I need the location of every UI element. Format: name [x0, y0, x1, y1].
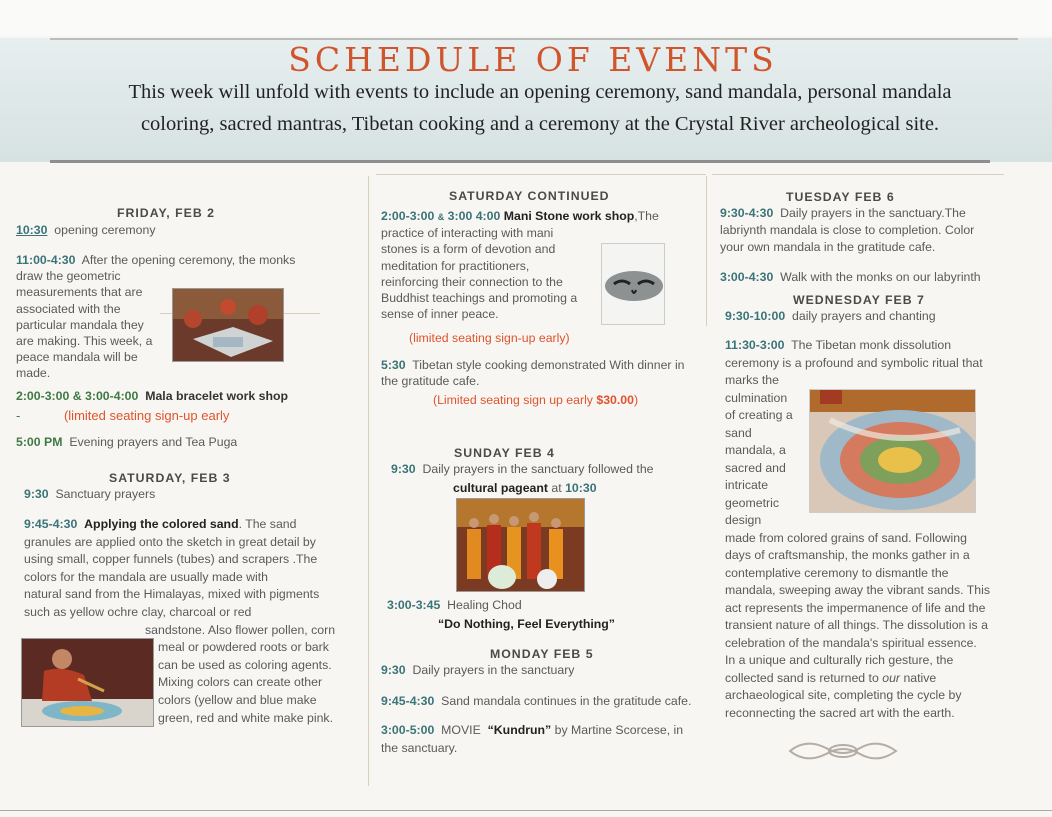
event-line: contemplative ceremony to dismantle the	[725, 565, 949, 580]
event-line: ceremony is a profound and symbolic ritual that	[725, 355, 983, 370]
event-evening	[16, 434, 237, 450]
flourish-ornament	[786, 736, 900, 766]
event-time: 5:30	[381, 358, 406, 372]
event-line: meditation for practitioners,	[381, 258, 530, 273]
event-line: green, red and white make pink.	[158, 710, 333, 725]
event-line: peace mandala will be	[16, 350, 138, 365]
mani-stone-photo	[601, 243, 665, 325]
event-bold: Mani Stone work shop	[503, 209, 635, 223]
event-chanting	[725, 308, 936, 324]
event-line: intricate	[725, 478, 769, 492]
event-line: sand	[725, 425, 752, 440]
event-at: at	[551, 481, 562, 496]
intro-line-2: coloring, sacred mantras, Tibetan cooking and a ceremony at the Crystal River archeological site.	[140, 113, 940, 135]
event-line: culmination	[725, 390, 788, 405]
column-rule-3	[712, 174, 1004, 175]
cultural-pageant-photo	[456, 498, 585, 592]
event-line: ,The	[634, 209, 659, 223]
event-line: stones is a form of devotion and	[381, 242, 556, 257]
event-line: reconnecting the sacred art with the earth.	[725, 705, 955, 720]
event-monday-prayers	[381, 662, 574, 678]
event-line: mandala, a	[725, 443, 786, 457]
note-text: (Limited seating sign up early	[433, 393, 593, 407]
event-line: such as yellow ochre clay, charcoal or red	[24, 604, 252, 619]
event-line: can be used as coloring agents.	[158, 657, 332, 672]
event-line: act represents the impermanence of life and the	[725, 600, 986, 615]
event-text: Sanctuary prayers	[55, 487, 156, 501]
cooking-note	[433, 392, 638, 408]
event-line: associated with the	[16, 301, 121, 316]
event-cooking	[381, 357, 711, 389]
event-text: Walk with the monks on our labyrinth	[780, 270, 981, 284]
event-line: days of craftsmanship, the monks gather in a	[725, 548, 970, 562]
event-time: 2:00-3:00 & 3:00-4:00	[16, 389, 139, 403]
saturday-heading: SATURDAY, FEB 3	[109, 471, 231, 485]
friday-heading: FRIDAY, FEB 2	[117, 206, 215, 220]
event-line: transient nature of all things. The dissolution is a	[725, 618, 988, 632]
movie-title: “Kundrun”	[487, 723, 552, 737]
event-text: daily prayers and chanting	[792, 309, 936, 323]
event-time: 10:30	[565, 481, 597, 496]
event-amp: &	[437, 212, 445, 222]
header-rule-bottom	[50, 160, 990, 163]
event-line: In a unique and culturally rich gesture, the	[725, 653, 954, 667]
note-dash: -	[16, 408, 21, 423]
event-line: mandala, sweeping away the vibrant sands. This	[725, 583, 990, 597]
event-line: made from colored grains of sand. Following	[725, 530, 967, 545]
event-mala	[16, 388, 288, 404]
event-line: geometric	[725, 495, 779, 510]
event-time: 3:00-4:30	[720, 270, 774, 284]
event-movie-label: MOVIE	[441, 723, 481, 737]
monday-heading: MONDAY FEB 5	[490, 647, 594, 661]
mani-note: (limited seating sign-up early)	[409, 331, 570, 345]
chod-quote: “Do Nothing, Feel Everything”	[438, 617, 615, 631]
event-movie	[381, 722, 711, 756]
event-line: Mixing colors can create other	[158, 675, 323, 690]
sunday-heading: SUNDAY FEB 4	[454, 446, 555, 460]
event-line: labriynth mandala is close to completion. Color	[720, 223, 975, 237]
event-sunday-prayers	[391, 461, 691, 496]
event-text: Evening prayers and Tea Puga	[69, 435, 238, 449]
event-text: Healing Chod	[447, 598, 522, 612]
event-line: practice of interacting with mani	[381, 226, 554, 241]
event-tuesday-prayers	[720, 205, 1010, 256]
event-text: opening ceremony	[54, 223, 156, 237]
event-line: collected sand is returned to	[725, 670, 879, 685]
event-line: the sanctuary.	[381, 741, 458, 756]
event-line: colors for the mandala are usually made with	[24, 569, 269, 584]
event-time: 9:30	[24, 487, 49, 501]
event-time: 10:30	[16, 223, 48, 237]
event-line: celebration of the mandala's spiritual essence.	[725, 635, 977, 650]
event-bold: cultural pageant	[453, 481, 548, 496]
price: $30.00	[596, 393, 634, 407]
event-time: 9:30	[381, 663, 406, 677]
event-line: granules are applied onto the sketch in great detail by	[24, 534, 316, 549]
event-time: 3:00-3:45	[387, 598, 441, 612]
saturday-continued-heading: SATURDAY CONTINUED	[449, 189, 610, 203]
event-time: 3:00-5:00	[381, 723, 435, 737]
monk-applying-sand-photo	[21, 638, 154, 727]
event-text: Sand mandala continues in the gratitude cafe.	[441, 694, 692, 708]
event-time: 9:30	[391, 462, 416, 476]
event-sanctuary	[24, 486, 155, 502]
event-line: marks the	[725, 373, 779, 387]
event-line: by Martine Scorcese, in	[554, 723, 684, 737]
event-line: native	[903, 670, 937, 685]
event-line: using small, copper funnels (tubes) and scrapers .The	[24, 552, 318, 567]
intro-text	[60, 76, 1020, 140]
event-time: 9:30-4:30	[720, 206, 774, 220]
event-line: are making. This week, a	[16, 334, 153, 349]
event-time: 5:00 PM	[16, 435, 63, 449]
column-divider-2	[706, 176, 707, 326]
event-time: 2:00-3:00	[381, 209, 435, 223]
event-bold: Applying the colored sand	[84, 517, 239, 531]
intro-line-1: This week will unfold with events to include an opening ceremony, sand mandala, personal mandala	[128, 81, 952, 103]
event-time: 9:45-4:30	[24, 517, 78, 531]
top-strip	[0, 0, 1052, 36]
event-line: particular mandala they	[16, 317, 144, 332]
event-line: Buddhist teachings and promoting a	[381, 291, 578, 306]
event-mala-note	[16, 408, 229, 424]
event-line: archaeological site, completing the cycle by	[725, 688, 962, 702]
event-line: The Tibetan monk dissolution	[791, 338, 952, 352]
event-line: After the opening ceremony, the monks	[81, 253, 296, 267]
tuesday-heading: TUESDAY FEB 6	[786, 190, 895, 204]
event-line: meal or powdered roots or bark	[158, 640, 329, 655]
event-italic: our	[882, 670, 901, 685]
event-line: sacred and	[725, 460, 786, 475]
event-line: sandstone. Also flower pollen, corn	[145, 622, 336, 637]
event-line: the gratitude cafe.	[381, 374, 480, 389]
event-line: design	[725, 513, 762, 527]
event-time: 3:00 4:00	[447, 209, 501, 223]
event-text: Daily prayers in the sanctuary	[412, 663, 575, 677]
event-line: of creating a	[725, 408, 793, 422]
event-time: 11:30-3:00	[725, 338, 785, 352]
event-line: reinforcing their connection to the	[381, 274, 563, 289]
mandala-dissolution-photo	[809, 389, 976, 513]
page-title: SCHEDULE OF EVENTS	[288, 40, 778, 79]
event-line: sense of inner peace.	[381, 307, 499, 322]
monks-drawing-photo	[172, 288, 284, 362]
event-time: 9:30-10:00	[725, 309, 786, 323]
event-chod	[387, 597, 522, 613]
event-line: Daily prayers in the sanctuary.The	[780, 206, 966, 220]
column-divider-1	[368, 176, 369, 786]
column-rule-2	[376, 174, 706, 175]
event-sand-continues	[381, 693, 691, 709]
event-line: made.	[16, 366, 51, 381]
event-line: Daily prayers in the sanctuary followed the	[422, 462, 654, 476]
event-line: measurements that are	[16, 285, 143, 300]
event-labyrinth-walk	[720, 269, 981, 285]
event-line: . The sand	[238, 517, 297, 531]
event-time: 9:45-4:30	[381, 694, 435, 708]
note-text: (limited seating sign-up early	[63, 408, 230, 423]
event-line: your own mandala in the gratitude cafe.	[720, 240, 936, 254]
wednesday-heading: WEDNESDAY FEB 7	[793, 293, 925, 307]
bottom-rule	[0, 810, 1052, 811]
event-time: 11:00-4:30	[16, 253, 76, 267]
event-line: natural sand from the Himalayas, mixed with pigments	[24, 587, 320, 602]
note-close: )	[634, 393, 639, 407]
event-text: Mala bracelet work shop	[145, 389, 289, 403]
event-line: draw the geometric	[16, 269, 121, 284]
event-line: Tibetan style cooking demonstrated With dinner in	[412, 358, 685, 372]
event-opening	[16, 222, 155, 238]
event-line: colors (yellow and blue make	[158, 692, 317, 707]
